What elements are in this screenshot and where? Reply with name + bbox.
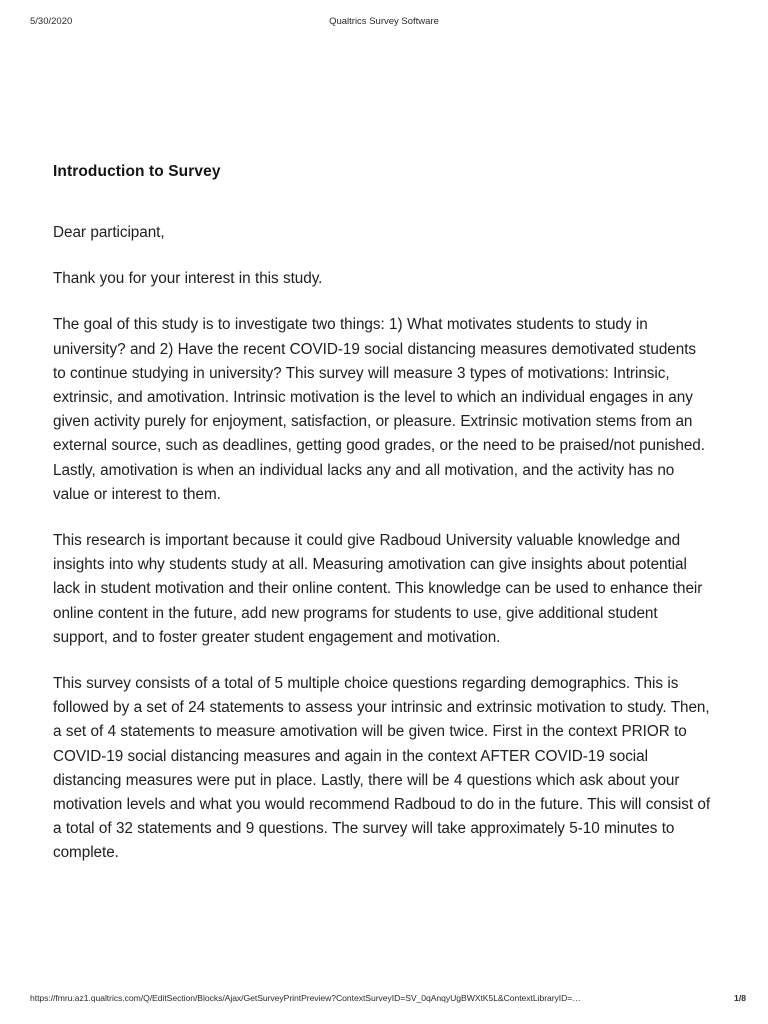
print-footer-source-url: https://fmru.az1.qualtrics.com/Q/EditSection/Blocks/Ajax/GetSurveyPrintPreview?ContextSurveyID=SV_0qAnqyUgBWXtK5L&ContextLibraryID=…: [30, 993, 581, 1003]
paragraph-study-goal: The goal of this study is to investigate two things: 1) What motivates students to study in university? and 2) Have the recent COVID-19 social distancing measures demotivated students to continue studying in university? This survey will measure 3 types of motivations: Intrinsic, extrinsic, and amotivation. Intrinsic motivation is the level to which an individual engages in any given activity purely for enjoyment, satisfaction, or pleasure. Extrinsic motivation stems from an external source, such as deadlines, getting good grades, or the need to be praised/not punished. Lastly, amotivation is when an individual lacks any and all motivation, and the activity has no value or interest to them.: [53, 316, 705, 503]
page-title: Introduction to Survey: [53, 163, 221, 180]
print-footer-page-number: 1/8: [734, 993, 746, 1003]
print-header: [0, 16, 768, 30]
print-header-app-title: Qualtrics Survey Software: [329, 16, 439, 27]
paragraph-research-importance: This research is important because it could give Radboud University valuable knowledge and insights into why students study at all. Measuring amotivation can give insights about potential lack in student motivation and their online content. This knowledge can be used to enhance their online content in the future, add new programs for students to use, give additional student support, and to foster greater student engagement and motivation.: [53, 532, 703, 646]
print-header-date: 5/30/2020: [30, 16, 73, 27]
paragraph-salutation: Dear participant,: [53, 224, 165, 241]
paragraph-thanks: Thank you for your interest in this study.: [53, 270, 323, 288]
paragraph-survey-structure: This survey consists of a total of 5 multiple choice questions regarding demographics. This is followed by a set of 24 statements to assess your intrinsic and extrinsic motivation to study. Then, a set of 4 statements to measure amotivation will be given twice. First in the context PRIOR to COVID-19 social distancing measures and again in the context AFTER COVID-19 social distancing measures were put in place. Lastly, there will be 4 questions which ask about your motivation levels and what you would recommend Radboud to do in the future. This will consist of a total of 32 statements and 9 questions. The survey will take approximately 5-10 minutes to complete.: [53, 675, 711, 862]
document-content: [53, 162, 713, 866]
print-footer: [0, 993, 768, 1007]
